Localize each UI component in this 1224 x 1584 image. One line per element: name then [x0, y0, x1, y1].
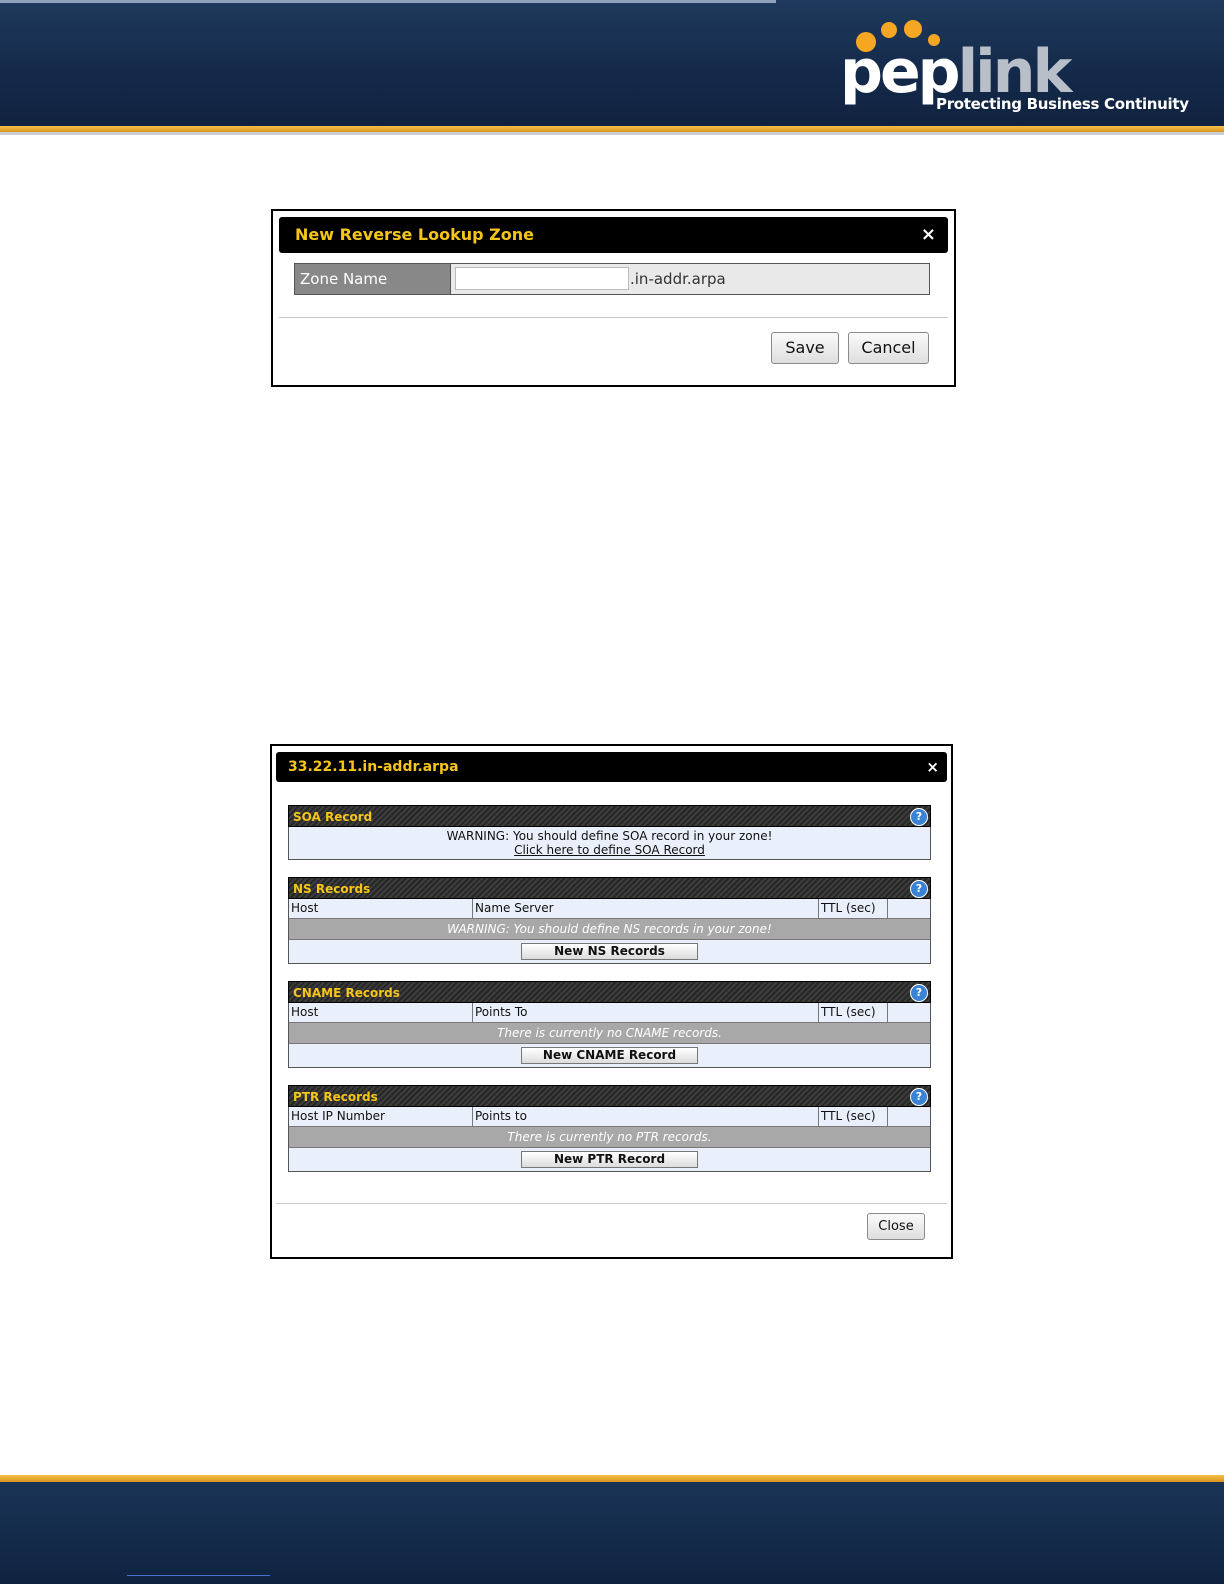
define-soa-link[interactable]: Click here to define SOA Record: [514, 843, 705, 857]
header-top-line: [0, 0, 776, 3]
footer-gold-line: [0, 1475, 1224, 1482]
help-icon[interactable]: ?: [910, 880, 928, 898]
new-ns-records-button[interactable]: New NS Records: [521, 943, 698, 960]
logo-dot: [904, 20, 922, 38]
column-header: TTL (sec): [819, 1107, 888, 1126]
dialog-title-bar: [279, 217, 948, 253]
close-icon[interactable]: ×: [920, 224, 936, 245]
column-header: Host IP Number: [289, 1107, 473, 1126]
section-header: [288, 805, 931, 827]
logo-wordmark: peplink: [840, 37, 1070, 107]
ns-warning-row: WARNING: You should define NS records in your zone!: [289, 919, 930, 940]
zone-records-dialog: [270, 744, 953, 1259]
ptr-empty-row: There is currently no PTR records.: [289, 1127, 930, 1148]
page-footer: [0, 1482, 1224, 1584]
column-header: Host: [289, 1003, 473, 1022]
new-reverse-zone-dialog: [271, 209, 956, 387]
dialog-title: 33.22.11.in-addr.arpa: [288, 759, 459, 775]
button-row: [289, 1148, 930, 1171]
zone-name-row: [294, 263, 930, 295]
table-header-row: [289, 1003, 930, 1023]
help-icon[interactable]: ?: [910, 1088, 928, 1106]
ns-records-section: [288, 877, 931, 964]
section-title: SOA Record: [293, 810, 373, 824]
button-row: [289, 940, 930, 963]
column-header: Host: [289, 899, 473, 918]
section-body: [288, 899, 931, 964]
section-title: CNAME Records: [293, 986, 400, 1000]
page-header: [0, 0, 1224, 126]
save-button[interactable]: Save: [771, 332, 839, 364]
section-body: [288, 1003, 931, 1068]
new-cname-record-button[interactable]: New CNAME Record: [521, 1047, 698, 1064]
section-body: [288, 1107, 931, 1172]
close-button[interactable]: Close: [867, 1213, 925, 1240]
section-body: [288, 827, 931, 860]
soa-record-section: [288, 805, 931, 860]
footer-link-underline[interactable]: [127, 1575, 270, 1576]
table-header-row: [289, 1107, 930, 1127]
column-header: Name Server: [473, 899, 819, 918]
dialog-separator: [279, 317, 948, 318]
column-header: Points To: [473, 1003, 819, 1022]
dialog-separator: [276, 1203, 947, 1204]
table-header-row: [289, 899, 930, 919]
help-icon[interactable]: ?: [910, 984, 928, 1002]
zone-suffix: .in-addr.arpa: [630, 270, 726, 288]
close-icon[interactable]: ×: [926, 758, 939, 776]
help-icon[interactable]: ?: [910, 808, 928, 826]
cname-records-section: [288, 981, 931, 1068]
section-title: PTR Records: [293, 1090, 378, 1104]
soa-warning-box: [289, 827, 930, 859]
section-header: [288, 877, 931, 899]
column-header: TTL (sec): [819, 899, 888, 918]
cname-empty-row: There is currently no CNAME records.: [289, 1023, 930, 1044]
section-header: [288, 981, 931, 1003]
peplink-logo: [840, 20, 1189, 120]
dialog-title: New Reverse Lookup Zone: [295, 225, 534, 244]
new-ptr-record-button[interactable]: New PTR Record: [521, 1151, 698, 1168]
dialog-title-bar: [276, 752, 947, 782]
cancel-button[interactable]: Cancel: [848, 332, 929, 364]
section-title: NS Records: [293, 882, 371, 896]
button-row: [289, 1044, 930, 1067]
ptr-records-section: [288, 1085, 931, 1172]
soa-warning: WARNING: You should define SOA record in your zone!: [446, 829, 773, 843]
logo-tagline: Protecting Business Continuity: [936, 95, 1189, 113]
logo-dot: [881, 22, 897, 38]
header-grey-line: [0, 132, 1224, 135]
section-header: [288, 1085, 931, 1107]
column-header: TTL (sec): [819, 1003, 888, 1022]
zone-name-label: Zone Name: [295, 264, 451, 294]
zone-name-input[interactable]: [455, 267, 629, 290]
column-header: Points to: [473, 1107, 819, 1126]
